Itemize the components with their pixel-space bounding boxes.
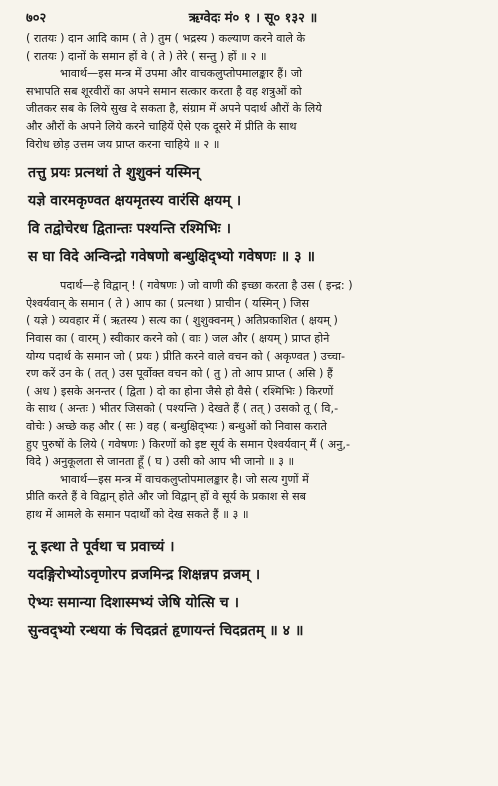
mantra-line: ऐभ्यः समान्या दिशास्मभ्यं जेषि योत्सि च । <box>28 595 239 612</box>
mantra-line: नू इत्था ते पूर्वथा च प्रवाच्यं । <box>28 539 175 556</box>
text-line: के साथ ( अन्तः ) भीतर जिसको ( पश्यन्ति ) देखते हैं ( तत् ) उसको तू ( वि,- <box>26 402 339 416</box>
text-line: विरोध छोड़ उत्तम जय प्राप्त करना चाहिये ॥ २ ॥ <box>26 137 220 151</box>
text-line: रण करें उन के ( तत् ) उस पूर्वोक्त वचन को ( तु ) तो आप प्राप्त ( असि ) हैं <box>26 367 333 381</box>
text-line: ( यज्ञे ) व्यवहार में ( ऋतस्य ) सत्य का ( शुशुक्वनम् ) अतिप्रकाशित ( क्षयम् ) <box>26 314 338 328</box>
padartha-heading-line: पदार्थ—हे विद्वान् ! ( गवेषणः ) जो वाणी की इच्छा करता है उस ( इन्द्र: ) <box>60 279 353 293</box>
text-line: ( रातयः ) दान आदि काम ( ते ) तुम ( भद्रस्य ) कल्याण करने वाले के <box>26 32 306 45</box>
mantra-line: स घा विदे अन्विन्द्रो गवेषणो बन्धुक्षिद्भ्यो गवेषणः ॥ ३ ॥ <box>28 249 315 266</box>
running-title: ऋग्वेदः मं० १ । सू० १३२ ॥ <box>188 11 318 26</box>
text-line: योग्य पदार्थ के समान जो ( प्रयः ) प्रीति करने वाले वचन को ( अकृण्वत ) उच्चा- <box>26 349 346 363</box>
text-line: जीतकर सब के लिये सुख दे सकता है, संग्राम में अपने पदार्थ औरों के लिये <box>26 102 322 116</box>
mantra-line: यज्ञे वारमकृण्वत क्षयमृतस्य वारंसि क्षयम् । <box>28 193 242 210</box>
text-line: और औरों के अपने लिये करने चाहियें ऐसे एक दूसरे में प्रीति के साथ <box>26 119 297 133</box>
text-line: हाथ में आमले के समान पदार्थों को देख सकते हैं ॥ ३ ॥ <box>26 507 249 521</box>
mantra-line: वि तद्वोचेरध द्वितान्तः पश्यन्ति रश्मिभिः । <box>28 221 231 238</box>
text-line: वोचेः ) अच्छे कह और ( सः ) वह ( बन्धुक्षिद्भ्यः ) बन्धुओं को निवास कराते <box>26 419 327 433</box>
text-line: ( अध ) इसके अनन्तर ( द्विता ) दो का होना जैसे हो वैसे ( रश्मिभिः ) किरणों <box>26 384 334 398</box>
text-line: प्रीति करते हैं वे विद्वान् होते और जो विद्वान् हों वे सूर्य के प्रकाश से सब <box>26 490 307 504</box>
mantra-line: सुन्वद्भ्यो रन्धया कं चिदव्रतं हृणायन्तं चिदव्रतम् ॥ ४ ॥ <box>28 623 304 640</box>
mantra-line: यदङ्गिरोभ्योऽवृणोरप व्रजमिन्द्र शिक्षन्नप व्रजम् । <box>28 567 261 584</box>
page-number: ७०२ <box>26 11 47 26</box>
text-line: हुए पुरुषों के लिये ( गवेषणः ) किरणों को इष्ट सूर्य के समान ऐश्वर्यवान् मैं ( अनु,- <box>26 437 351 451</box>
text-line: ( रातयः ) दानों के समान हों वे ( ते ) तेरे ( सन्तु ) हों ॥ २ ॥ <box>26 49 267 63</box>
page-header <box>26 8 480 30</box>
bhavartha-heading-line: भावार्थ—इस मन्त्र में वाचकलुप्तोपमालङ्कार है। जो सत्य गुणों में <box>60 472 309 486</box>
text-line: विदे ) अनुकूलता से जानता हूँ ( घ ) उसी को आप भी जानो ॥ ३ ॥ <box>26 455 295 469</box>
text-line: सभापति सब शूरवीरों का अपने समान सत्कार करता है वह शत्रुओं को <box>26 84 302 98</box>
bhavartha-heading-line: भावार्थ—इस मन्त्र में उपमा और वाचकलुप्तोपमालङ्कार हैं। जो <box>60 67 303 81</box>
text-line: ऐश्वर्यवान् के समान ( ते ) आप का ( प्रत्नथा ) प्राचीन ( यस्मिन् ) जिस <box>26 296 310 310</box>
text-line: निवास का ( वारम् ) स्वीकार करने को ( वाः ) जल और ( क्षयम् ) प्राप्त होने <box>26 331 330 345</box>
mantra-line: तत्तु प्रयः प्रत्नथां ते शुशुक्नं यस्मिन् <box>28 165 200 182</box>
